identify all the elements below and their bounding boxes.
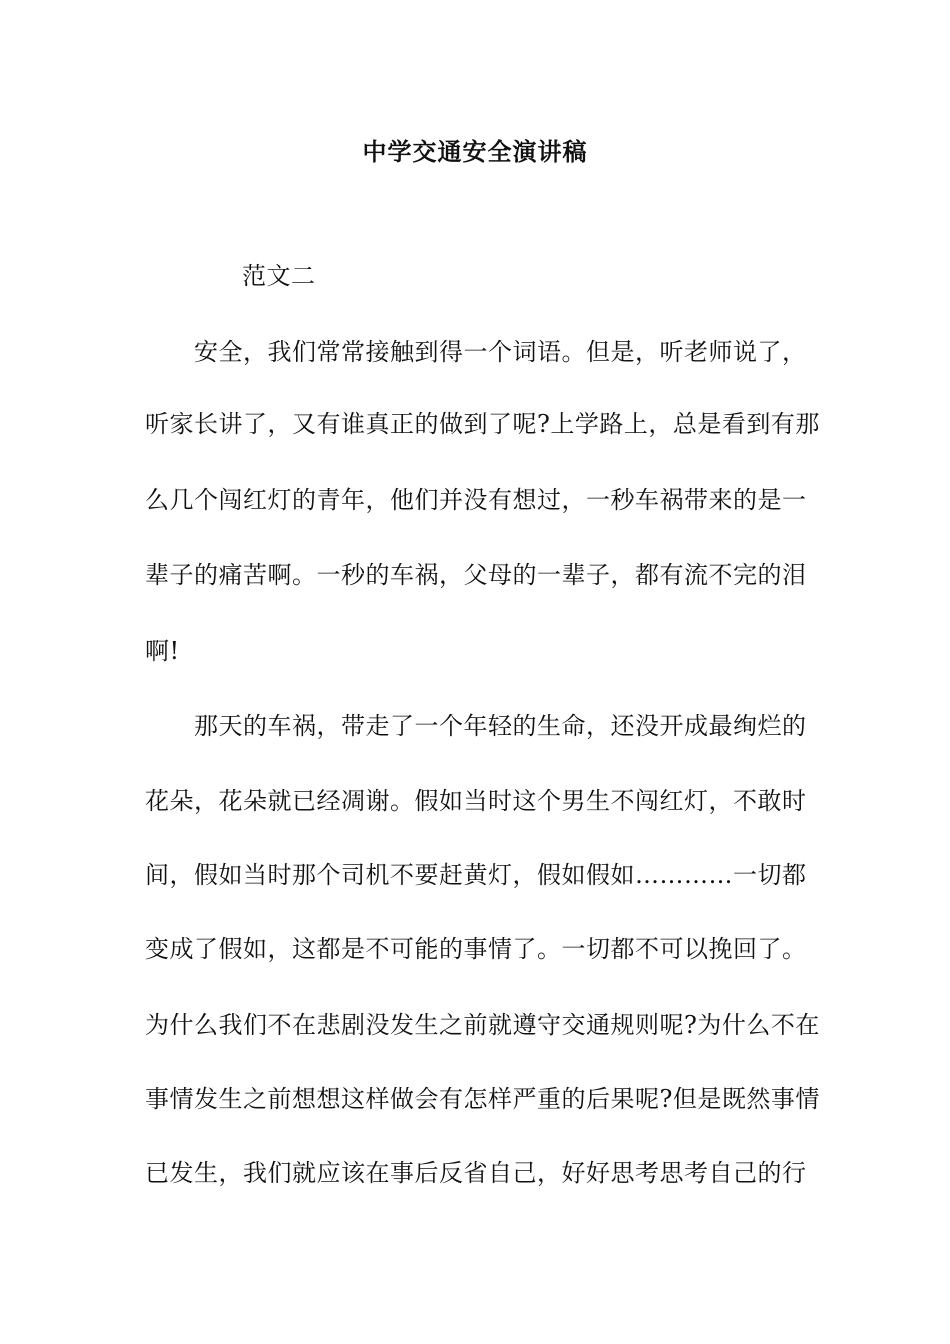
paragraph-2-line-5: 为什么我们不在悲剧没发生之前就遵守交通规则呢?为什么不在 — [145, 1011, 820, 1039]
paragraph-1-line-5: 啊! — [145, 637, 180, 665]
paragraph-2-line-4: 变成了假如，这都是不可能的事情了。一切都不可以挽回了。 — [145, 935, 807, 963]
paragraph-1-line-1: 安全，我们常常接触到得一个词语。但是，听老师说了， — [194, 338, 807, 366]
paragraph-1-line-3: 么几个闯红灯的青年，他们并没有想过，一秒车祸带来的是一 — [145, 486, 807, 514]
paragraph-1-line-4: 辈子的痛苦啊。一秒的车祸，父母的一辈子，都有流不完的泪 — [145, 561, 807, 589]
document-title: 中学交通安全演讲稿 — [362, 137, 588, 166]
paragraph-2-line-2: 花朵，花朵就已经凋谢。假如当时这个男生不闯红灯，不敢时 — [145, 787, 807, 815]
paragraph-2-line-6: 事情发生之前想想这样做会有怎样严重的后果呢?但是既然事情 — [145, 1085, 820, 1113]
paragraph-1-line-2: 听家长讲了，又有谁真正的做到了呢?上学路上，总是看到有那 — [145, 410, 820, 438]
section-subtitle: 范文二 — [242, 262, 316, 290]
paragraph-2-line-1: 那天的车祸，带走了一个年轻的生命，还没开成最绚烂的 — [194, 712, 807, 740]
paragraph-2-line-3: 间，假如当时那个司机不要赶黄灯，假如假如…………一切都 — [145, 861, 807, 889]
paragraph-2-line-7: 已发生，我们就应该在事后反省自己，好好思考思考自己的行 — [145, 1159, 807, 1187]
